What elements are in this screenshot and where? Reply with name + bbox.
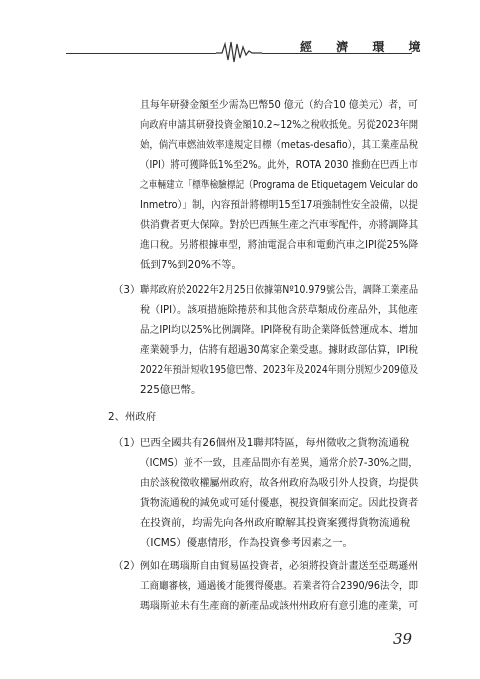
- text-line: 巴西全國共有26個州及1聯邦特區，每州徵收之貨物流通稅: [140, 437, 410, 449]
- text-line: 向政府申請其研發投資金額10.2~12%之稅收抵免。另從2023年開: [140, 119, 419, 131]
- text-line: 由於該稅徵收權屬州政府，故各州政府為吸引外人投資，均提供: [140, 477, 419, 489]
- text-line: 產業競爭力，估將有超過30萬家企業受惠。據財政部估算，IPI稅: [140, 344, 419, 356]
- text-line: 225億巴幣。: [140, 384, 202, 396]
- header-title: 經 濟 環 境: [300, 40, 431, 54]
- header-rule-left: [66, 53, 216, 54]
- text-line: 低到7%到20%不等。: [140, 259, 242, 271]
- text-line: 2022年預計短收195億巴幣、2023年及2024年則分別短少209億及: [140, 364, 419, 376]
- list-item-number: （3）: [113, 284, 141, 296]
- text-line: （ICMS）優惠情形，作為投資參考因素之一。: [140, 537, 353, 549]
- text-line: Inmetro）」制，內容預計將標明15至17項強制性安全設備，以提: [140, 199, 419, 211]
- text-line: 稅（IPI）。該項措施除捲菸和其他含菸草類成份產品外，其他產: [140, 304, 418, 316]
- header-wave-decoration: [216, 38, 262, 64]
- text-line: 之車輛建立「標準檢驗標記（Programa de Etiquetagem Veicular do: [140, 179, 418, 191]
- text-line: 且每年研發金額至少需為巴幣50 億元（約合10 億美元）者，可: [140, 99, 418, 111]
- text-line: 始，倘汽車燃油效率達規定目標（metas-desafio），其工業產品稅: [140, 139, 419, 151]
- text-line: 例如在瑪瑙斯自由貿易區投資者，必須將投資計畫送至亞瑪遜州: [140, 560, 419, 572]
- text-line: 品之IPI均以25%比例調降。IPI降稅有助企業降低營運成本、增加: [140, 324, 418, 336]
- text-line: 工商廳審核，通過後才能獲得優惠。若業者符合2390/96法令，即: [140, 580, 419, 592]
- text-line: 瑪瑙斯並未有生產商的新產品或該州州政府有意引進的產業，可: [140, 600, 419, 612]
- text-line: 貨物流通稅的減免或可延付優惠，視投資個案而定。因此投資者: [140, 497, 419, 509]
- list-item-number: （1）: [113, 437, 141, 449]
- text-line: （IPI）將可獲降低1%至2%。此外，ROTA 2030 推動在巴西上市: [140, 159, 419, 171]
- text-line: 供消費者更大保障。對於巴西無生產之汽車零配件，亦將調降其: [140, 219, 419, 231]
- section-heading: 2、州政府: [108, 411, 157, 423]
- list-item-number: （2）: [113, 560, 141, 572]
- text-line: 聯邦政府於2022年2月25日依據第Nº10.979號公告，調降工業產品: [140, 284, 419, 296]
- text-line: （ICMS）並不一致，且產品間亦有差異，通常介於7-30%之間，: [140, 457, 419, 469]
- text-line: 進口稅。另將根據車型，將油電混合車和電動汽車之IPI從25%降: [140, 239, 419, 251]
- page-number: 39: [393, 630, 413, 648]
- text-line: 在投資前，均需先向各州政府瞭解其投資案獲得貨物流通稅: [140, 517, 411, 529]
